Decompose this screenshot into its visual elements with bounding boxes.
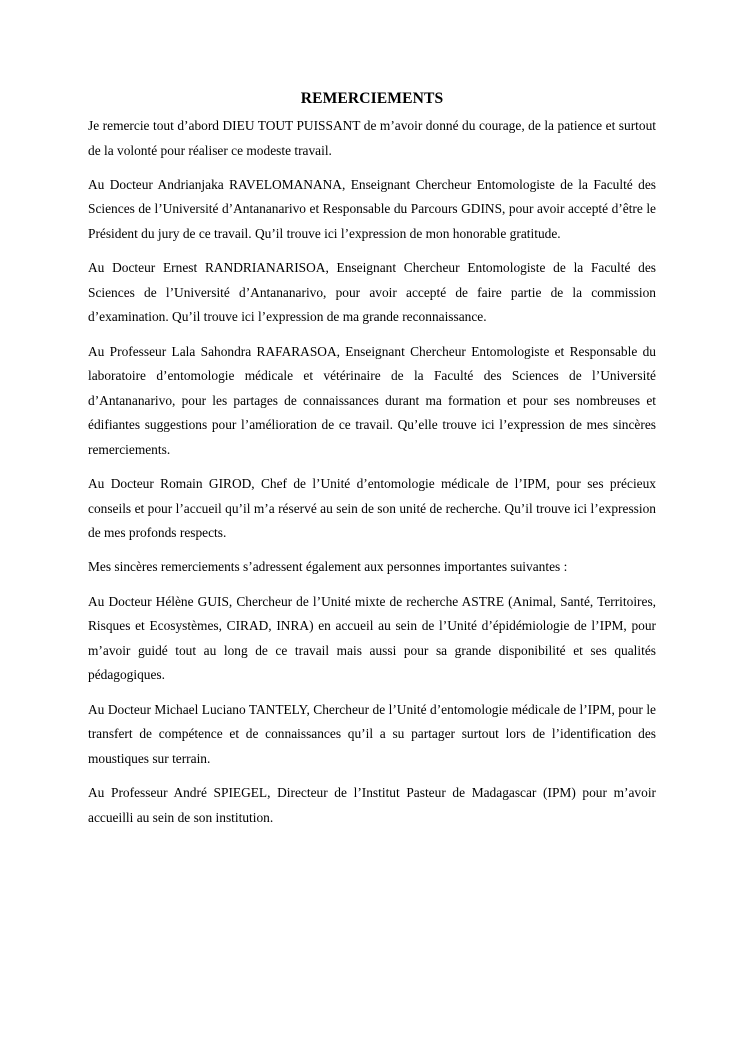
- paragraph-guis: Au Docteur Hélène GUIS, Chercheur de l’Unité mixte de recherche ASTRE (Animal, Santé, Territoires, Risques et Ecosystèmes, CIRAD, INRA) en accueil au sein de l’Unité d’épidémiologie de l’IPM, pour m’avoir guidé tout au long de ce travail mais aussi pour sa grande disponibilité et ses qualités pédagogiques.: [88, 593, 656, 683]
- paragraph-intro: Je remercie tout d’abord DIEU TOUT PUISSANT de m’avoir donné du courage, de la patience et surtout de la volonté pour réaliser ce modeste travail.: [88, 118, 656, 158]
- paragraph-transition: Mes sincères remerciements s’adressent également aux personnes importantes suivantes :: [88, 559, 568, 575]
- paragraph-ravelomanana: Au Docteur Andrianjaka RAVELOMANANA, Enseignant Chercheur Entomologiste de la Faculté des Sciences de l’Université d’Antananarivo et Responsable du Parcours GDINS, pour avoir accepté d’être le Président du jury de ce travail. Qu’il trouve ici l’expression de mon honorable gratitude.: [88, 176, 656, 241]
- paragraph-randrianarisoa: Au Docteur Ernest RANDRIANARISOA, Enseignant Chercheur Entomologiste de la Faculté des Sciences de l’Université d’Antananarivo, pour avoir accepté de faire partie de la commission d’examination. Qu’il trouve ici l’expression de ma grande reconnaissance.: [88, 260, 656, 325]
- paragraph-tantely: Au Docteur Michael Luciano TANTELY, Chercheur de l’Unité d’entomologie médicale de l’IPM, pour le transfert de compétence et de connaissances qu’il a su partager surtout lors de l’identification des moustiques sur terrain.: [88, 701, 656, 766]
- page-title: REMERCIEMENTS: [300, 90, 444, 107]
- paragraph-rafarasoa: Au Professeur Lala Sahondra RAFARASOA, Enseignant Chercheur Entomologiste et Responsable du laboratoire d’entomologie médicale et vétérinaire de la Faculté des Sciences de l’Université d’Antananarivo, pour les partages de connaissances durant ma formation et pour ses nombreuses et édifiantes suggestions pour l’amélioration de ce travail. Qu’elle trouve ici l’expression de mes sincères remerciements.: [88, 343, 656, 457]
- paragraph-spiegel: Au Professeur André SPIEGEL, Directeur de l’Institut Pasteur de Madagascar (IPM) pour m’avoir accueilli au sein de son institution.: [88, 785, 656, 825]
- document-page: [88, 88, 656, 840]
- paragraph-girod: Au Docteur Romain GIROD, Chef de l’Unité d’entomologie médicale de l’IPM, pour ses précieux conseils et pour l’accueil qu’il m’a réservé au sein de son unité de recherche. Qu’il trouve ici l’expression de mes profonds respects.: [88, 476, 656, 541]
